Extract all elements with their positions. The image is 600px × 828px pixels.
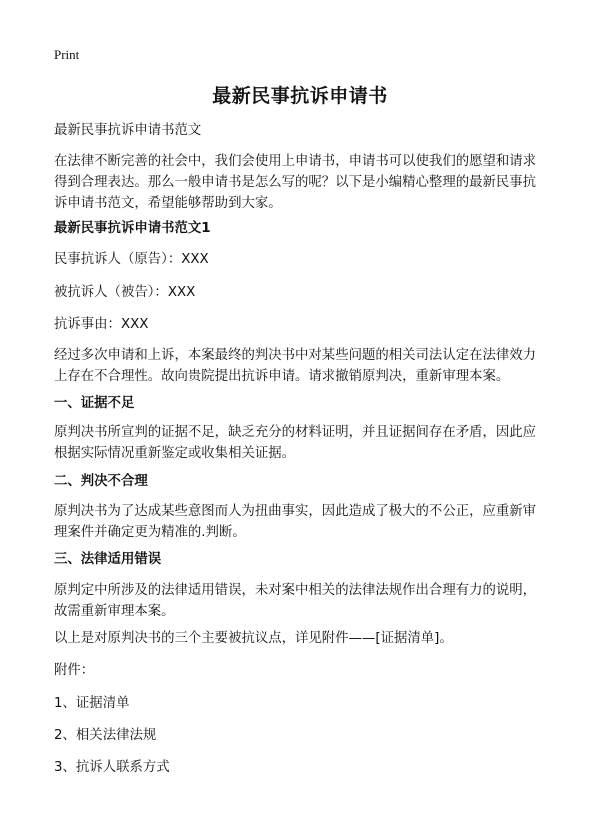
background-paragraph: 经过多次申请和上诉，本案最终的判决书中对某些问题的相关司法认定在法律效力上存在不合理性。故向贵院提出抗诉申请。请求撤销原判决，重新审理本案。	[54, 348, 537, 384]
attachments-label: 附件：	[54, 663, 95, 678]
applicant-line: 民事抗诉人（原告）：XXX	[54, 252, 209, 267]
respondent-line: 被抗诉人（被告）：XXX	[54, 285, 196, 300]
point-text: 原判决书为了达成某些意图而人为扭曲事实，因此造成了极大的不公正，应重新审理案件并确定更为精准的.判断。	[54, 504, 537, 540]
reason-line: 抗诉事由：XXX	[54, 317, 149, 332]
summary-paragraph: 以上是对原判决书的三个主要被抗议点，详见附件——[证据清单]。	[54, 631, 453, 646]
attachment-item: 2、相关法律法规	[54, 728, 157, 743]
print-link[interactable]: Print	[54, 47, 80, 62]
attachment-item: 1、证据清单	[54, 696, 130, 711]
document-subtitle: 最新民事抗诉申请书范文	[54, 123, 202, 138]
attachment-item: 3、抗诉人联系方式	[54, 760, 170, 775]
point-text: 原判定中所涉及的法律适用错误，未对案中相关的法律法规作出合理有力的说明，故需重新审理本案。	[54, 583, 537, 619]
point-heading: 一、证据不足	[54, 396, 135, 411]
page-title: 最新民事抗诉申请书	[212, 85, 388, 107]
intro-paragraph: 在法律不断完善的社会中，我们会使用上申请书，申请书可以使我们的愿望和请求得到合理表达。那么一般申请书是怎么写的呢？以下是小编精心整理的最新民事抗诉申请书范文，希望能够帮助到大家。	[54, 154, 537, 211]
point-text: 原判决书所宣判的证据不足，缺乏充分的材料证明，并且证据间存在矛盾，因此应根据实际情况重新鉴定或收集相关证据。	[54, 425, 537, 461]
point-heading: 二、判决不合理	[54, 474, 148, 489]
section-title: 最新民事抗诉申请书范文1	[54, 221, 211, 236]
point-heading: 三、法律适用错误	[54, 552, 162, 567]
